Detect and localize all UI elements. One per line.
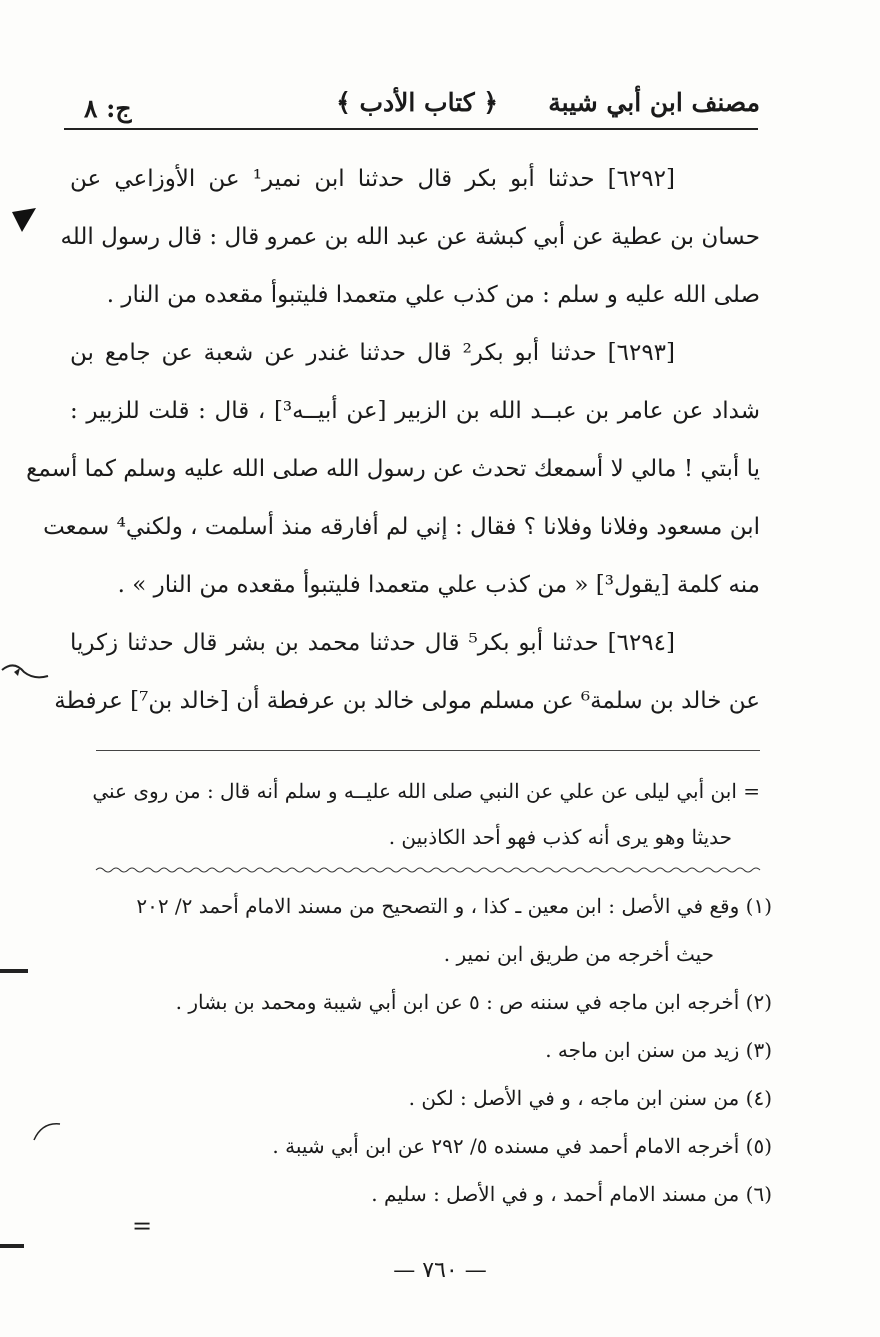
margin-scratch-icon: [0, 650, 50, 690]
hadith-line: [٦٢٩٢] حدثنا أبو بكر قال حدثنا ابن نمير¹ عن الأوزاعي عن: [70, 166, 675, 192]
hadith-line: عن خالد بن سلمة⁶ عن مسلم مولى خالد بن عرفطة أن [خالد بن⁷] عرفطة: [54, 688, 760, 714]
margin-arrow-icon: [8, 206, 38, 236]
margin-tick-icon: [30, 1118, 70, 1148]
hadith-line: يا أبتي ! مالي لا أسمعك تحدث عن رسول الله صلى الله عليه وسلم كما أسمع: [26, 456, 760, 482]
page-number: — ٧٦٠ —: [393, 1258, 487, 1283]
footnote-1-cont: حيث أخرجه من طريق ابن نمير .: [443, 942, 714, 966]
footnote-5: (٥) أخرجه الامام أحمد في مسنده ٥/ ٢٩٢ عن ابن أبي شيبة .: [272, 1134, 772, 1158]
page-header: [70, 82, 760, 126]
continuation-line: = ابن أبي ليلى عن علي عن النبي صلى الله عليــه و سلم أنه قال : من روى عني: [92, 779, 760, 803]
footnote-1: (١) وقع في الأصل : ابن معين ـ كذا ، و التصحيح من مسند الامام أحمد ٢/ ٢٠٢: [136, 894, 772, 918]
hadith-line: صلى الله عليه و سلم : من كذب علي متعمدا فليتبوأ مقعده من النار .: [106, 282, 760, 308]
chapter-title: ﴿ كتاب الأدب ﴾: [336, 88, 498, 117]
book-title: مصنف ابن أبي شيبة: [548, 88, 760, 117]
main-text: [26, 150, 760, 730]
footnote-continuation: [92, 768, 760, 860]
wavy-divider: [96, 866, 760, 874]
header-rule: [64, 128, 758, 130]
footnote-2: (٢) أخرجه ابن ماجه في سننه ص : ٥ عن ابن أبي شيبة ومحمد بن بشار .: [175, 990, 772, 1014]
hadith-line: ابن مسعود وفلانا وفلانا ؟ فقال : إني لم أفارقه منذ أسلمت ، ولكني⁴ سمعت: [43, 514, 760, 540]
footnote-separator: [96, 750, 760, 751]
footnotes: [96, 882, 772, 1218]
continuation-line: حديثا وهو يرى أنه كذب فهو أحد الكاذبين .: [388, 825, 732, 849]
hadith-line: [٦٢٩٤] حدثنا أبو بكر⁵ قال حدثنا محمد بن بشر قال حدثنا زكريا: [70, 630, 675, 656]
hadith-line: [٦٢٩٣] حدثنا أبو بكر² قال حدثنا غندر عن شعبة عن جامع بن: [70, 340, 676, 366]
margin-dash-icon: [0, 965, 30, 977]
footnote-3: (٣) زيد من سنن ابن ماجه .: [545, 1038, 772, 1062]
footnote-4: (٤) من سنن ابن ماجه ، و في الأصل : لكن .: [408, 1086, 772, 1110]
margin-dash-icon: [0, 1240, 26, 1252]
footnote-6: (٦) من مسند الامام أحمد ، و في الأصل : سليم .: [371, 1182, 772, 1206]
hadith-line: شداد عن عامر بن عبــد الله بن الزبير [عن أبيــه³] ، قال : قلت للزبير :: [70, 398, 760, 424]
hadith-line: منه كلمة [يقول³] « من كذب علي متعمدا فليتبوأ مقعده من النار » .: [117, 572, 760, 598]
hadith-line: حسان بن عطية عن أبي كبشة عن عبد الله بن عمرو قال : قال رسول الله: [60, 224, 760, 250]
volume-number: ج: ٨: [84, 94, 132, 123]
continuation-mark: =: [132, 1212, 153, 1240]
